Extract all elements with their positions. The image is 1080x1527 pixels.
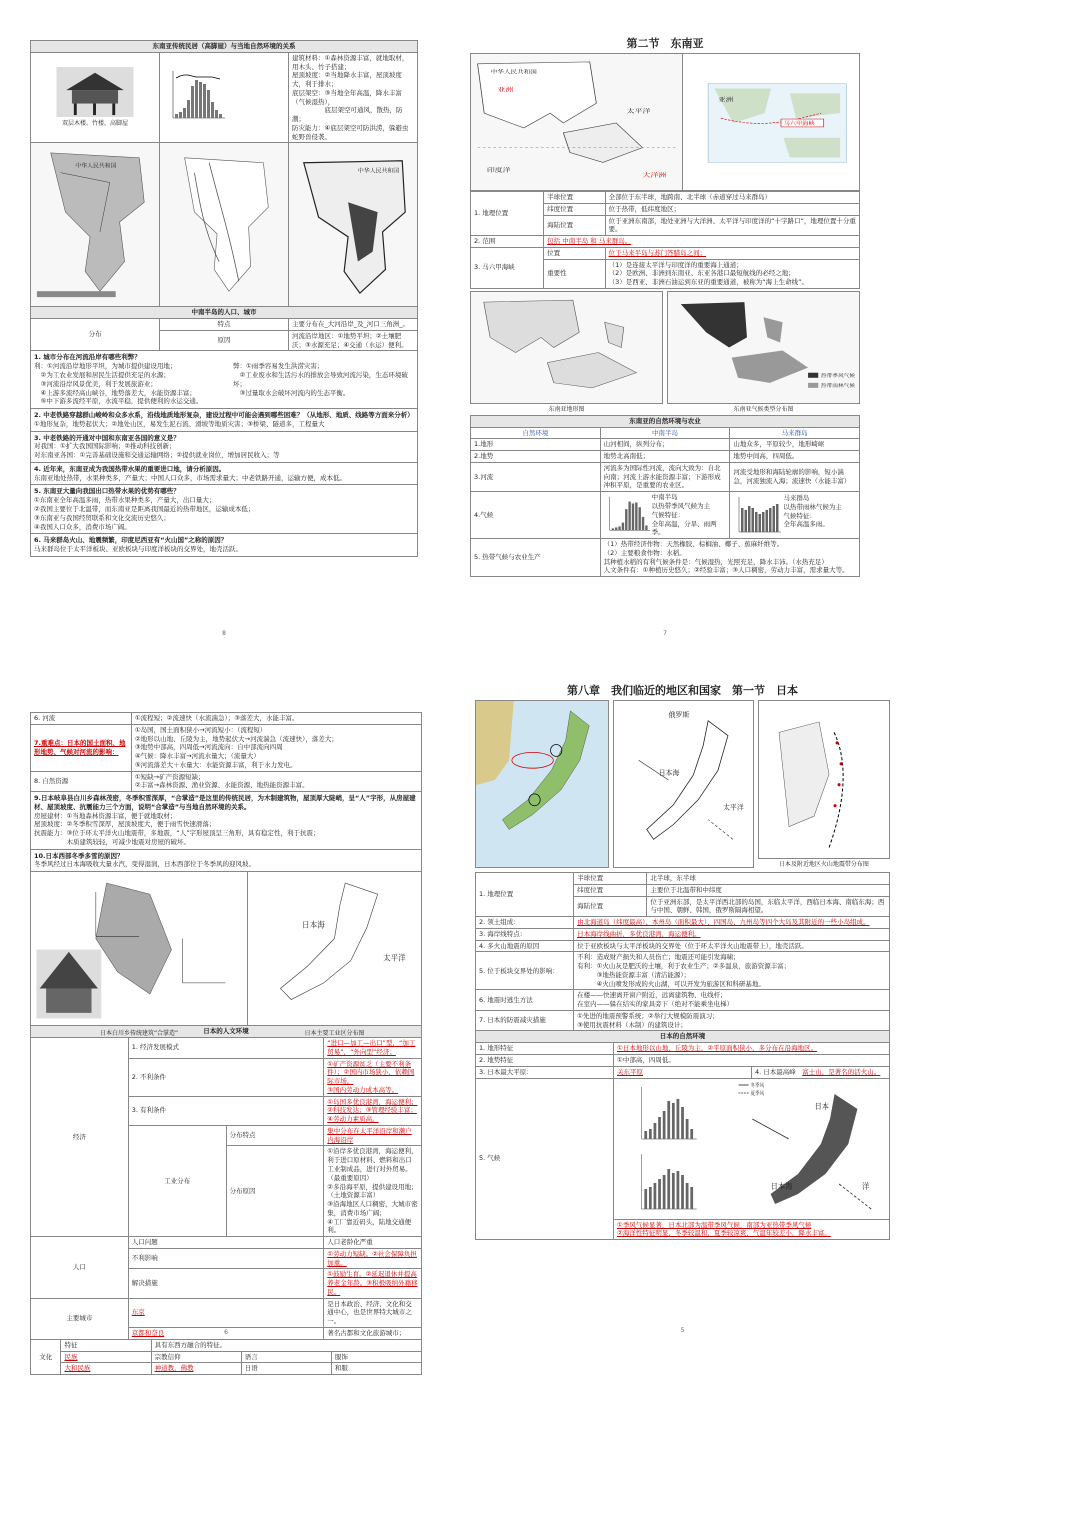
legend-monsoon: 热带季风气候 <box>820 373 856 379</box>
q10-box <box>30 849 422 873</box>
pop2-text: ①劳动力短缺。②社会保障负担加重。 <box>324 1248 422 1269</box>
terrain-malay: 山地众多，平原较少，地形崎岖 <box>730 439 860 451</box>
col-indochina: 中南半岛 <box>600 427 730 439</box>
industry2-text: ①沿岸多优良港湾，海运便利，利于进口原材料、燃料和出口工业制成品，进行对外贸易。（最重要原因） ②多沿海平原，提供建设用地；（土地资源丰富） ③沿海地区人口稠密，大城市密集，消费市场广阔； ④工厂靠近码头，陆地交通便利。 <box>324 1146 422 1237</box>
plain-label: 3. 日本最大平原： <box>476 1066 614 1078</box>
river-indochina: 河流多为国际性河流，流向大致为：自北向南；河流上游水能资源丰富；下游形成冲积平原，是重要的农业区。 <box>600 462 730 491</box>
relief-label: 2. 地势特征 <box>476 1055 614 1067</box>
japan-nature-table <box>475 1030 890 1240</box>
q4-box <box>30 462 418 486</box>
hemisphere-text: 北半球，东半球 <box>647 873 890 885</box>
escape-text: 在楼——快速离开窗户附近，远离建筑物、电线杆； 在室内——躲在结实的家具旁下（绝对不能乘坐电梯） <box>574 990 890 1011</box>
page-number: 8 <box>222 630 226 637</box>
river-malay: 河流受地形和海陆轮廓的影响，短小湍急，河流独流入海；流速快（水能丰富） <box>730 462 860 491</box>
house-text-line: 底层架空：③当地全年高温，降水丰富（气候湿热）， <box>292 88 402 106</box>
page-number: 6 <box>224 1329 228 1336</box>
population-city-table <box>30 306 418 351</box>
climate-charts <box>614 1079 734 1219</box>
climate-label: 4.气候 <box>471 492 601 539</box>
map-label-japan-sea-3: 日本海 <box>770 1181 793 1191</box>
peak-text: 富士山，是著名的活火山。 <box>802 1067 881 1076</box>
relief-malay: 地势中间高，四周低。 <box>730 451 860 463</box>
highland-house-table <box>30 40 418 143</box>
terrain-map-caption: 东南亚地形图 <box>548 405 585 413</box>
sea-climate-map <box>667 291 860 404</box>
coast-label: 3. 海岸线特点： <box>476 928 574 940</box>
q9-answer: 房屋建材：①当地森林资源丰富，便于就地取材； 屋顶坡度：②冬季积雪深厚，屋顶坡度大，便于雨雪快速滑落； 抗震能力：③位于环太平洋火山地震带，多地震，“人”字形屋顶呈三角形，具有稳定性，利于抗震； 木质建筑较轻，可减少地震对房屋的破坏。 <box>34 811 320 846</box>
quake-reason-label: 4. 多火山地震的原因 <box>476 940 574 952</box>
malacca-importance-label: 重要性 <box>544 259 605 288</box>
econ1-text: “进口—加工—出口”型，“加工贸易”，“外向型”经济； <box>324 1038 422 1059</box>
industry2-label: 分布原因 <box>226 1146 324 1237</box>
econ3-label: 3. 有利条件 <box>128 1096 324 1125</box>
territory-label: 2. 领土组成： <box>476 917 574 929</box>
range-text: 包括 中南半岛 和 马来群岛。 <box>544 236 860 248</box>
stilt-house-image <box>56 67 134 117</box>
industry-panel <box>247 871 422 1037</box>
pop3-label: 解决措施 <box>128 1269 324 1298</box>
legend-winter: 冬季风 <box>750 1083 764 1089</box>
q1-cons: 弊：①雨季容易发生洪涝灾害； ②工业废水和生活污水的排放会导致河流污染，生态环境破坏； ③过量取水会破坏河流内的生态平衡。 <box>233 362 408 397</box>
malacca-route-map <box>682 53 860 191</box>
house-photo-cell <box>31 52 160 143</box>
culture-label: 文化 <box>31 1339 61 1374</box>
culture-val-2: 日语 <box>241 1363 331 1375</box>
q1-box <box>30 350 418 409</box>
quake-map-caption: 日本及附近地区火山地震带分布图 <box>778 861 869 868</box>
culture-table <box>30 1339 422 1375</box>
monsoon-map <box>734 1079 889 1219</box>
malacca-position-text: 位于马来半岛与苏门答腊岛之间； <box>605 247 859 259</box>
land-sea-text: 位于亚洲东南部，地处亚洲与大洋洲、太平洋与印度洋的“十字路口”，地理位置十分重要。 <box>605 215 859 236</box>
territory-text: 由北海道岛（纬度最高）、本州岛（面积最大）、四国岛、九州岛等四个大岛及其附近的一些小岛组成。 <box>574 917 890 929</box>
q10-answer: 冬季风经过日本海吸收大量水汽，变得湿润，日本西部位于冬季风的迎风坡。 <box>34 860 255 869</box>
q2-answer: ①地形复杂，地势起伏大；②地处山区，易发生泥石流、滑坡等地质灾害；③桥梁、隧道多，工程量大 <box>34 419 325 428</box>
distribution-label: 分布 <box>31 319 160 351</box>
q3-box <box>30 431 418 463</box>
q10-question: 10.日本西部冬季多雪的原因？ <box>34 851 124 860</box>
pop2-label: 不利影响 <box>128 1248 324 1269</box>
climate-indochina-cell <box>600 492 730 539</box>
econ3-text: ①岛国多优良港湾，海运便利；②科技发达；③管理经验丰富；④劳动力素质高。 <box>324 1096 422 1125</box>
japan-river-table <box>30 712 422 792</box>
plate-effect-text: 不利：造成财产损失和人员伤亡；地震还可能引发海啸； 有利：①火山灰是肥沃的土壤，利于农业生产；②多温泉，旅游资源丰富； ③地热能资源丰富（清洁能源）； ④火山喷发形成的火山湖，可以开发为旅游区和科研基地。 <box>574 952 890 990</box>
japan-top-maps <box>475 700 890 868</box>
q9-question: 9.日本岐阜县白川乡森林茂密，冬季积雪深厚，“合掌造”是这里的传统民居，为木制建筑物，屋顶厚大陡峭，呈“人”字形，从房屋建材、屋顶坡度、抗震能力三个方面，说明“合掌造”与当地自然环境的关系。 <box>34 794 416 811</box>
house-text-cell <box>289 52 418 143</box>
river-text: ①流程短；②流速快（水流湍急）；③落差大，水能丰富。 <box>131 713 421 725</box>
range-label: 2. 范围 <box>471 236 544 248</box>
climate-malay: 马来群岛 以热带雨林气候为主 气候特征： 全年高温多雨。 <box>783 494 842 529</box>
house-text-line: 防灾能力：④底层架空可防洪涝，躲避虫蛇野兽侵袭。 <box>292 123 409 141</box>
japan-human-table <box>30 1025 422 1340</box>
map-label-russia: 俄罗斯 <box>668 710 690 719</box>
latitude-label: 纬度位置 <box>544 203 605 215</box>
q5-answer: ①东南亚全年高温多雨，热带水果种类多，产量大，出口量大； ②我国主要位于北温带，而东南亚是距离我国最近的热带地区，运输成本低； ③东南亚与我国经贸联系和文化交流历史悠久； ④我国人口众多，消费市场广阔。 <box>34 496 255 531</box>
peak-label: 4. 日本最高峰 <box>755 1067 796 1076</box>
human-title: 日本的人文环境 <box>31 1026 422 1038</box>
agriculture-text: （1）热带经济作物：天然橡胶、棕榈油、椰子、蕉麻纤维等。 （2）主要粮食作物：水稻。 其种植水稻的有利气候条件是：气候湿热，光照充足，降水丰沛。（水热充足） 人文条件有：①种植历史悠久；②经验丰富；③人口稠密，劳动力丰富，需求量大等。 <box>600 539 859 577</box>
city2-text: 著名古都和文化旅游城市； <box>324 1327 422 1339</box>
econ2-label: 2. 不利条件 <box>128 1058 324 1096</box>
page-number: 5 <box>680 1327 685 1334</box>
geo-location-label: 1. 地理位置 <box>471 192 544 236</box>
culture-feature-label: 特征 <box>61 1339 151 1351</box>
map-label-asia-2: 亚洲 <box>718 96 734 104</box>
terrain-indochina: 山河相间，纵列分布； <box>600 439 730 451</box>
q1-pros: 利：①河流沿岸地形平坦，为城市提供建设用地； ②为工农业发展和居民生活提供充足的水源； ③河流沿岸风景优美，利于发展旅游业； ④上游多流经高山峡谷，地势落差大，水能资源丰富； ⑤中下游多流经平原，水流平稳，提供便利的水运交通。 <box>34 362 203 406</box>
malacca-importance-text: （1）是连接太平洋与印度洋的重要海上通道； （2）是欧洲、非洲到东南亚、东亚各港口最短航线的必经之地； （3）是西亚、非洲石油运到东亚的重要通道，被称为“海上生命线”。 <box>605 259 859 288</box>
agriculture-label: 5. 热带气候与农业生产 <box>471 539 601 577</box>
quake-belt-panel <box>758 700 890 868</box>
climate-map-caption: 东南亚气候类型分布图 <box>733 405 794 413</box>
q1-question: 1. 城市分布在河流沿岸有哪些利弊？ <box>34 353 141 362</box>
climate-cell <box>614 1078 890 1240</box>
climate-label: 5. 气候 <box>476 1078 614 1240</box>
difficulty-text: ①岛国，国土面积狭小→河流短小：（流程短） ②地形以山地、丘陵为主，地势起伏大→河流湍急（流速快），落差大； ③地势中部高，四周低→河流流向：自中部流向四周 ④气候：降水丰富→河流水量大；（流量大） ⑤河流落差大＋水量大：水能资源丰富，利于水力发电。 <box>131 724 421 771</box>
city1-label: 东京 <box>128 1298 324 1327</box>
map-label-china-2: 中华人民共和国 <box>357 169 400 176</box>
climate-malay-cell <box>730 492 860 539</box>
indochina-city-map <box>288 142 418 307</box>
map-label-pacific: 太平洋 <box>626 108 651 115</box>
industry1-text: 集中分布在太平洋沿岸和濑户内海沿岸 <box>324 1125 422 1146</box>
escape-label: 6. 地震时逃生方法 <box>476 990 574 1011</box>
map-label-indian: 印度洋 <box>486 167 511 174</box>
q5-question: 5. 东南亚大量向我国出口热带水果的优势有哪些？ <box>34 487 180 496</box>
map-label-japan-sea: 日本海 <box>302 920 325 930</box>
q4-answer: 东南亚地处热带，水果种类多，产量大；中国人口众多，市场需求量大；中老铁路开通，运输方便，成本低。 <box>34 473 346 482</box>
sea-position-map <box>470 53 683 191</box>
gassho-caption: 日本白川乡传统建筑“合掌造” <box>99 1029 179 1037</box>
q4-question: 4. 近年来，东南亚成为我国热带水果的重要进口地，请分析原因。 <box>34 464 226 473</box>
pop3-text: ①鼓励生育。②延迟退休并提高养老金年龄。③积极吸纳外籍移民。 <box>324 1269 422 1298</box>
culture-head-0: 民族 <box>61 1351 151 1363</box>
q6-box <box>30 533 418 557</box>
page-number: 7 <box>663 630 667 637</box>
climate-figure-row <box>614 1079 889 1219</box>
land-sea-label: 海陆位置 <box>574 896 647 917</box>
feature-label: 特点 <box>160 319 289 331</box>
house-title: 东南亚传统民居（高脚屋）与当地自然环境的关系 <box>31 41 418 53</box>
q5-box <box>30 484 418 534</box>
terrain-map-wrap <box>470 291 663 413</box>
house-text-line: 底层架空可通风，散热，防潮； <box>292 106 403 124</box>
prevention-text: ①先进的地震预警系统；②举行大规模防震演习； ③使用抗震材料（木制）的建筑设计； <box>574 1010 890 1031</box>
prevention-label: 7. 日本的防震减灾措施 <box>476 1010 574 1031</box>
culture-feature-text: 具有东西方融合的特征。 <box>151 1339 421 1351</box>
latitude-text: 位于热带，低纬度地区； <box>605 203 859 215</box>
hemisphere-text: 全部位于东半球，地跨南、北半球（赤道穿过马来群岛） <box>605 192 859 204</box>
q3-question: 3. 中老铁路的开通对中国和东南亚各国的意义是？ <box>34 433 180 442</box>
section-title: 中南半岛的人口、城市 <box>31 307 418 319</box>
resource-text: ①短缺→矿产资源短缺； ②丰富→森林资源、渔业资源、水能资源、地热能资源丰富。 <box>131 771 421 792</box>
terrain-label: 1.地形 <box>471 439 601 451</box>
culture-val-3: 和服 <box>331 1363 421 1375</box>
econ1-label: 1. 经济发展模式 <box>128 1038 324 1059</box>
gassho-figure <box>31 872 247 1027</box>
feature-text: 主要分布在_大河沿岸_及_河口三角洲_。 <box>289 319 418 331</box>
map-label-asia: 亚洲 <box>497 86 514 94</box>
map-label-pacific-3: 太平洋 <box>723 803 744 812</box>
q6-answer: 马来群岛位于太平洋板块、亚欧板块与印度洋板块的交界处，地壳活跃。 <box>34 545 242 554</box>
climate-map-wrap <box>667 291 860 413</box>
hemisphere-label: 半球位置 <box>574 873 647 885</box>
map-label-japan-sea-2: 日本海 <box>658 769 680 778</box>
climate-chart-cell <box>160 52 289 143</box>
latitude-label: 纬度位置 <box>574 884 647 896</box>
page-7 <box>470 35 860 635</box>
legend-summer: 夏季风 <box>750 1091 764 1097</box>
reason-text: 河流沿岸地区：①地势平坦；②土壤肥沃；③水源充足；④交通（水运）便利。 <box>289 330 418 351</box>
house-text-line: 建筑材料：①森林资源丰富，就地取材，用木头、竹子搭建； <box>292 53 409 71</box>
peak-cell <box>752 1066 890 1078</box>
climate-chart-icon <box>604 493 652 535</box>
page-title: 第二节 东南亚 <box>626 37 704 50</box>
quake-reason-text: 位于亚欧板块与太平洋板块的交界处（位于环太平洋火山地震带上），地壳活跃。 <box>574 940 890 952</box>
q6-question: 6. 马来群岛火山、地震频繁，印度尼西亚有“火山国”之称的原因？ <box>34 536 228 545</box>
q2-question: 2. 中老铁路穿越群山峻岭和众多水系，沿线地质地形复杂，建设过程中可能会遇到哪些困难？（从地形、地质、线路等方面来分析） <box>34 411 414 420</box>
col-nature: 自然环境 <box>471 427 601 439</box>
sea-nature-table <box>470 415 860 577</box>
map-label-china-3: 中华人民共和国 <box>490 70 537 76</box>
legend-rainforest: 热带雨林气候 <box>820 383 856 389</box>
climate-chart-icon <box>733 494 783 536</box>
economy-label: 经济 <box>31 1038 129 1237</box>
house-text-line: 屋顶坡度：②当地降水丰富，屋顶坡度大，利于排水； <box>292 71 402 89</box>
malacca-position-label: 位置 <box>544 247 605 259</box>
col-malay: 马来群岛 <box>730 427 860 439</box>
hemisphere-label: 半球位置 <box>544 192 605 204</box>
japan-outline-map <box>613 700 754 868</box>
location-label: 1. 地理位置 <box>476 873 574 917</box>
city-label: 主要城市 <box>31 1298 129 1339</box>
page-8 <box>30 40 418 635</box>
map-label-oceania: 大洋洲 <box>642 172 667 179</box>
sea-maps-row <box>470 53 860 191</box>
latitude-text: 主要位于北温带和中纬度 <box>647 884 890 896</box>
culture-val-0: 大和民族 <box>61 1363 151 1375</box>
industry-label: 工业分布 <box>128 1125 226 1236</box>
nature-title: 东南亚的自然环境与农业 <box>471 415 860 427</box>
econ2-text: ①矿产资源贫乏（主要不利条件）；②国内市场狭小，依赖国际市场。 ③国内劳动力成本高等。 <box>324 1058 422 1096</box>
plate-effect-label: 5. 位于板块交界处的影响： <box>476 952 574 990</box>
map-label-japan: 日本 <box>814 1101 829 1111</box>
japan-physical-map <box>475 700 609 868</box>
relief-indochina: 地势北高南低； <box>600 451 730 463</box>
q2-box <box>30 408 418 432</box>
industry-map <box>248 872 421 1027</box>
industry-caption: 日本主要工业区分布图 <box>304 1029 365 1037</box>
reason-label: 原因 <box>160 330 289 351</box>
nature-title: 日本的自然环境 <box>476 1031 890 1043</box>
industry1-label: 分布特点 <box>226 1125 324 1146</box>
page-title: 第八章 我们临近的地区和国家 第一节 日本 <box>567 684 798 697</box>
indochina-terrain-map <box>30 142 160 307</box>
indochina-maps-row <box>30 142 418 307</box>
city1-text: 是日本政治、经济、文化和交通中心，也是世界特大城市之一。 <box>324 1298 422 1327</box>
page-5 <box>475 682 890 1334</box>
relief-label: 2.地势 <box>471 451 601 463</box>
population-label: 人口 <box>31 1237 129 1299</box>
climate-indochina: 中南半岛 以热带季风气候为主 气候特征： 全年高温，分旱、雨两季。 <box>651 493 717 537</box>
map-label-malacca: 马六甲海峡 <box>783 121 815 127</box>
culture-val-1: 神道教，佛教 <box>151 1363 241 1375</box>
culture-head-2: 语言 <box>241 1351 331 1363</box>
pop1-text: 人口老龄化严重 <box>324 1237 422 1249</box>
city2-label: 京都和奈良 <box>128 1327 324 1339</box>
indochina-river-map <box>159 142 289 307</box>
resource-label: 8. 自然资源 <box>31 771 132 792</box>
sea-climate-maps-row <box>470 291 860 413</box>
coast-text: 日本海岸线曲折，多优良港湾，海运便利。 <box>574 928 890 940</box>
quake-belt-map <box>758 700 890 859</box>
map-label-pacific-2: 太平洋 <box>383 953 406 963</box>
land-sea-label: 海陆位置 <box>544 215 605 236</box>
q9-box <box>30 791 422 850</box>
landform-label: 1. 地形特征 <box>476 1043 614 1055</box>
house-caption: 双层木楼、竹楼，高脚屋 <box>61 119 128 127</box>
relief-text: ①中部高，四周低。 <box>614 1055 890 1067</box>
map-label-ocean: 洋 <box>861 1181 869 1191</box>
japan-location-table <box>475 872 890 1031</box>
climate-chart-icon <box>163 66 233 126</box>
river-label: 6. 河流 <box>31 713 132 725</box>
river-label: 3.河流 <box>471 462 601 491</box>
culture-head-3: 服饰 <box>331 1351 421 1363</box>
plain-text: 关东平原 <box>614 1066 752 1078</box>
page-6 <box>30 712 422 1373</box>
map-label-china: 中华人民共和国 <box>75 164 117 171</box>
sea-terrain-map <box>470 291 663 404</box>
climate-text: ①季风气候显著，日本北部为温带季风气候，南部为亚热带季风气候 ②海洋性特征明显，冬季较温和，夏季较凉爽，气温年较差小，降水丰富。 <box>614 1219 889 1240</box>
q3-answer: 对我国：①扩大我国国际影响；②推动科技创新； 对东南亚各国：①完善基础设施和交通运输网络；②提供就业岗位，增加居民收入；等 <box>34 442 280 460</box>
land-sea-text: 位于亚洲东部，是太平洋西北部的岛国，东临太平洋，西临日本海、南临东海；西与中国、朝鲜、韩国，俄罗斯隔海相望。 <box>647 896 890 917</box>
landform-text: ①日本地形以山地、丘陵为主，②平原面积狭小，多分布在沿海地区。 <box>614 1043 890 1055</box>
difficulty-label: 7.重难点：日本的国土面积、地形地势、气候对河流的影响： <box>31 724 132 771</box>
pop1-label: 人口问题 <box>128 1237 324 1249</box>
sea-location-table <box>470 191 860 289</box>
malacca-label: 3. 马六甲海峡 <box>471 247 544 288</box>
culture-head-1: 宗教信仰 <box>151 1351 241 1363</box>
